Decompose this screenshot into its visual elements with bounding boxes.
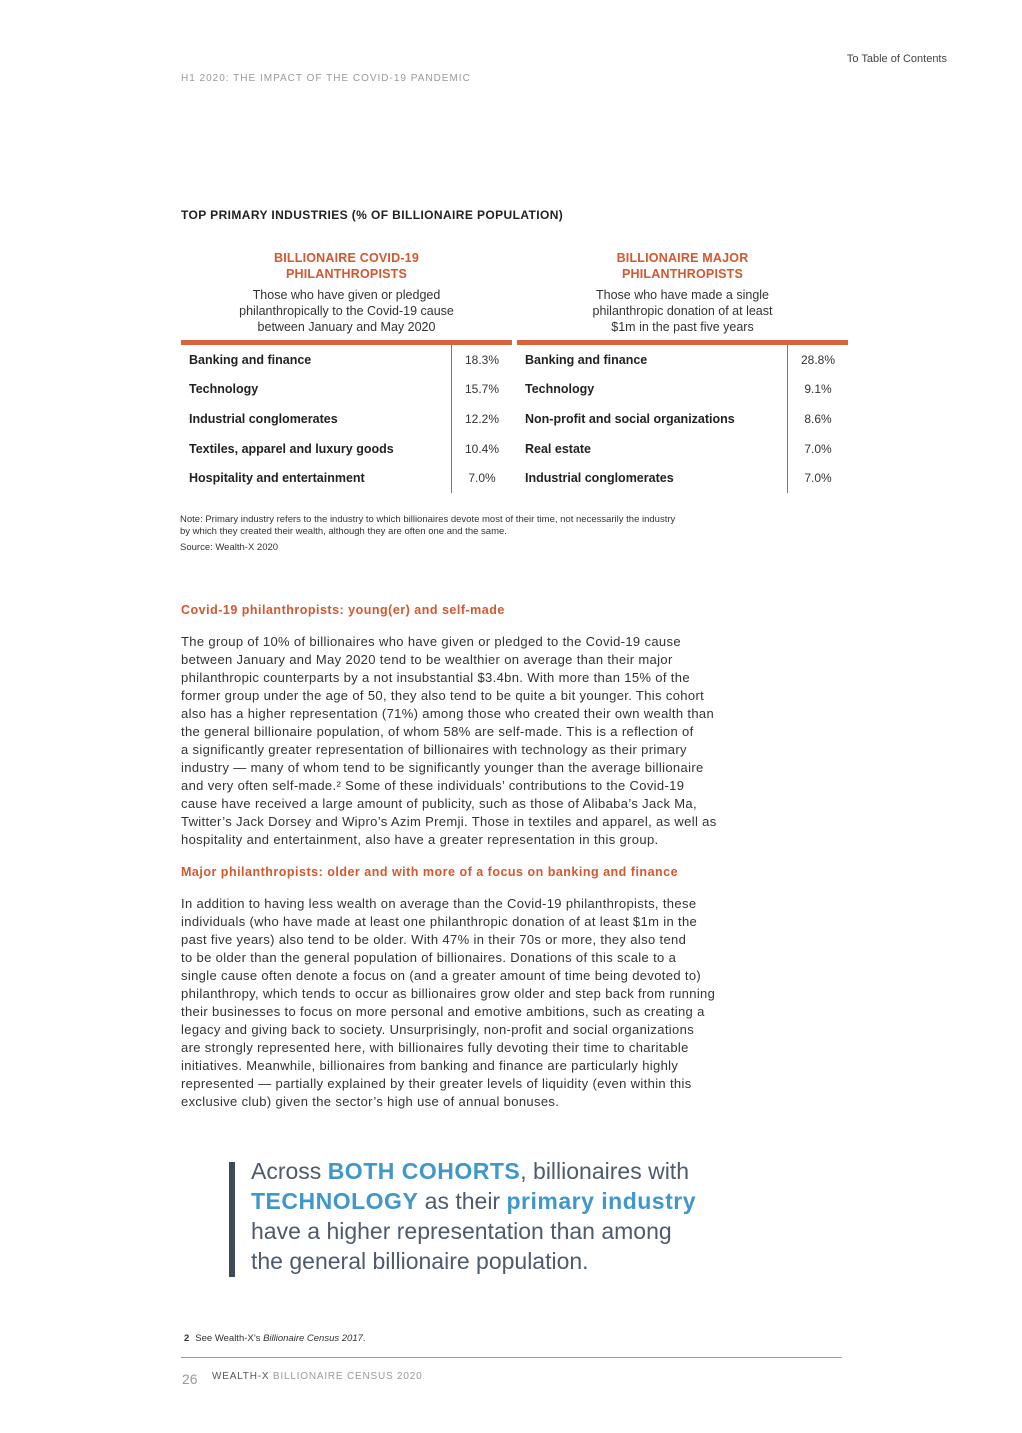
table-title: TOP PRIMARY INDUSTRIES (% OF BILLIONAIRE POPULATION) [181,208,564,222]
paragraph-line: exclusive club) given the sector’s high use of annual bonuses. [181,1094,560,1109]
footnote-text: See Wealth-X’s [195,1333,264,1344]
column-title [517,250,848,282]
paragraph-covid [181,633,843,849]
table-rows [181,345,512,493]
table-row [181,434,512,464]
table-column-major-philanthropists [517,250,848,493]
paragraph-line: their businesses to focus on more personal and emotive ambitions, such as creating a [181,1004,705,1019]
brand-title: BILLIONAIRE CENSUS 2020 [269,1371,423,1382]
footnote-punct: . [362,1333,366,1344]
industry-name: Industrial conglomerates [189,411,338,426]
column-subtitle [181,287,512,335]
industry-value: 7.0% [787,434,848,464]
column-title-line: PHILANTHROPISTS [285,267,408,281]
industry-name: Banking and finance [525,352,648,367]
pullquote-line: have a higher representation than among [251,1218,672,1244]
paragraph-line: between January and May 2020 tend to be wealthier on average than their major [181,652,673,667]
table-row [517,404,848,434]
industry-value: 9.1% [787,375,848,405]
paragraph-line: philanthropic counterparts by a not insubstantial $3.4bn. With more than 15% of the [181,670,690,685]
industry-name: Industrial conglomerates [525,471,674,486]
footer-rule [181,1357,842,1358]
paragraph-line: industry — many of whom tend to be significantly younger than the average billionaire [181,760,704,775]
table-rows [517,345,848,493]
column-title-line: PHILANTHROPISTS [621,267,744,281]
paragraph-line: and very often self-made.² Some of these individuals’ contributions to the Covid-19 [181,778,685,793]
column-subtitle-line: between January and May 2020 [257,320,436,334]
industry-name: Hospitality and entertainment [189,471,365,486]
paragraph-line: single cause often denote a focus on (and a greater amount of time being devoted to) [181,968,702,983]
column-header [517,250,848,340]
column-title [181,250,512,282]
paragraph-line: individuals (who have made at least one philanthropic donation of at least $1m in the [181,914,698,929]
brand-name: WEALTH-X [212,1371,270,1382]
paragraph-line: also has a higher representation (71%) among those who created their own wealth than [181,706,715,721]
pullquote-highlight: TECHNOLOGY [251,1188,419,1214]
column-subtitle [517,287,848,335]
table-row [517,375,848,405]
paragraph-line: hospitality and entertainment, also have a greater representation in this group. [181,832,659,847]
column-subtitle-line: philanthropic donation of at least [592,304,773,318]
industry-value: 28.8% [787,345,848,375]
note-line: Note: Primary industry refers to the industry to which billionaires devote most of their time, not necessarily the industry [180,514,676,525]
industry-value: 10.4% [451,434,512,464]
table-row [517,463,848,493]
industry-value: 8.6% [787,404,848,434]
industry-value: 12.2% [451,404,512,434]
footnote-number: 2 [184,1333,190,1344]
pullquote-text: Across [251,1158,328,1184]
table-of-contents-link[interactable]: To Table of Contents [846,53,947,65]
running-head: H1 2020: THE IMPACT OF THE COVID-19 PANDEMIC [181,73,471,84]
column-header [181,250,512,340]
paragraph-line: to be older than the general population of billionaires. Donations of this scale to a [181,950,677,965]
page-number: 26 [182,1371,198,1387]
column-title-line: BILLIONAIRE MAJOR [616,251,749,265]
paragraph-line: a significantly greater representation of billionaires with technology as their primary [181,742,687,757]
industry-value: 15.7% [451,375,512,405]
section-heading-major: Major philanthropists: older and with more of a focus on banking and finance [181,865,679,879]
note-line: by which they created their wealth, although they are often one and the same. [180,526,507,537]
paragraph-line: the general billionaire population, of whom 58% are self-made. This is a reflection of [181,724,694,739]
paragraph-major [181,895,843,1111]
pullquote-highlight: BOTH COHORTS [327,1158,521,1184]
column-subtitle-line: Those who have given or pledged [252,288,441,302]
paragraph-line: are strongly represented here, with billionaires fully devoting their time to charitable [181,1040,689,1055]
paragraph-line: cause have received a large amount of publicity, such as those of Alibaba’s Jack Ma, [181,796,697,811]
pullquote-line [251,1186,771,1216]
paragraph-line: past five years) also tend to be older. With 47% in their 70s or more, they also tend [181,932,687,947]
table-row [181,404,512,434]
industry-name: Technology [189,382,259,397]
table-source: Source: Wealth-X 2020 [180,542,279,553]
column-subtitle-line: $1m in the past five years [611,320,754,334]
table-column-covid-philanthropists [181,250,512,493]
paragraph-line: The group of 10% of billionaires who have given or pledged to the Covid-19 cause [181,634,681,649]
table-row [517,434,848,464]
table-row [181,463,512,493]
paragraph-line: philanthropy, which tends to occur as billionaires grow older and step back from running [181,986,716,1001]
pullquote-text: , billionaires with [520,1158,689,1184]
pullquote-line: the general billionaire population. [251,1248,589,1274]
table-row [517,345,848,375]
pullquote-highlight: primary industry [506,1188,696,1214]
industry-value: 7.0% [787,463,848,493]
table-row [181,345,512,375]
footnote-title: Billionaire Census 2017 [263,1333,363,1344]
paragraph-line: In addition to having less wealth on average than the Covid-19 philanthropists, these [181,896,697,911]
paragraph-line: initiatives. Meanwhile, billionaires from banking and finance are particularly highly [181,1058,679,1073]
pullquote [251,1156,771,1276]
industry-name: Technology [525,382,595,397]
column-subtitle-line: philanthropically to the Covid-19 cause [239,304,454,318]
industry-name: Non-profit and social organizations [525,411,735,426]
column-title-line: BILLIONAIRE COVID-19 [274,251,419,265]
industry-name: Banking and finance [189,352,312,367]
table-row [181,375,512,405]
industry-name: Textiles, apparel and luxury goods [189,441,394,456]
table-note [180,514,800,538]
paragraph-line: Twitter’s Jack Dorsey and Wipro’s Azim Premji. Those in textiles and apparel, as well as [181,814,717,829]
paragraph-line: legacy and giving back to society. Unsurprisingly, non-profit and social organizations [181,1022,695,1037]
pullquote-bar [229,1162,235,1277]
column-subtitle-line: Those who have made a single [595,288,770,302]
pullquote-line [251,1156,771,1186]
footnote [184,1333,366,1344]
industry-name: Real estate [525,441,592,456]
footer-brand [212,1371,422,1382]
paragraph-line: former group under the age of 50, they also tend to be quite a bit younger. This cohort [181,688,705,703]
section-heading-covid: Covid-19 philanthropists: young(er) and self-made [181,603,505,617]
pullquote-text: as their [418,1188,507,1214]
paragraph-line: represented — partially explained by their greater levels of liquidity (even within this [181,1076,692,1091]
industry-value: 7.0% [451,463,512,493]
industry-value: 18.3% [451,345,512,375]
